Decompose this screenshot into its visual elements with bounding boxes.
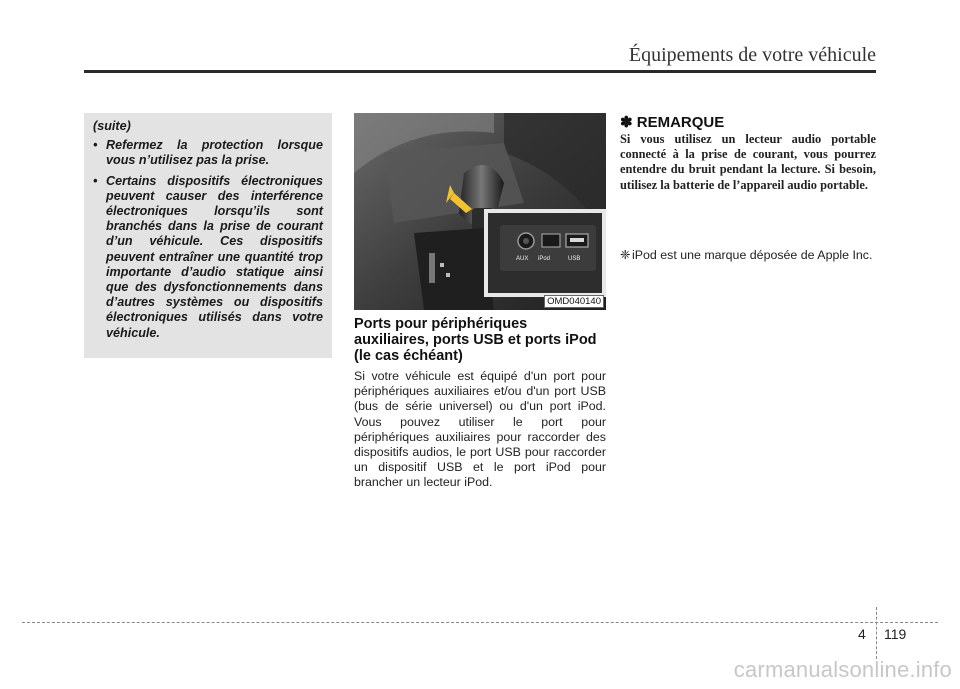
note-body: Si vous utilisez un lecteur audio portable connecté à la prise de courant, vous pourrez entendre du bruit pendant la lecture. Si besoin, utilisez la batterie de l’appareil audio portable. (620, 132, 876, 192)
note-marker-icon: ❈ (620, 248, 631, 262)
bullet-icon: • (93, 138, 98, 153)
port-label-ipod: iPod (538, 256, 551, 262)
note-heading: ✽ REMARQUE (620, 114, 725, 131)
section-title: Équipements de votre véhicule (628, 44, 876, 66)
note-item-text: iPod est une marque déposée de Apple Inc. (632, 248, 873, 262)
watermark: carmanualsonline.info (733, 657, 952, 682)
chapter-number: 4 (858, 626, 866, 642)
warning-text: Certains dispositifs électroniques peuvent causer des interférence électroniques lorsqu’ils sont branchés dans la prise de courant d’un véhicule. Ces dispositifs peuvent entraîner une quantité trop importante d’audio statique ainsi que des dysfonctionnements dans d’autres systèmes ou dispositifs électroniques utilisés dans votre véhicule. (106, 173, 323, 340)
warning-text: Refermez la protection lorsque vous n’utilisez pas la prise. (106, 138, 323, 168)
figure-code: OMD040140 (544, 295, 604, 308)
header-rule (84, 70, 876, 73)
console-illustration (354, 113, 606, 310)
section-body: Si votre véhicule est équipé d'un port pour périphériques auxiliaires et/ou d'un port USB (bus de série universel) ou d'un port iPod. Vous pouvez utiliser le port pour périphériques auxiliaires pour raccorder des dispositifs audios, le port USB pour raccorder un dispositif USB et le port iPod pour brancher un lecteur iPod. (354, 369, 606, 490)
warning-item (93, 174, 323, 341)
page-number: 119 (884, 626, 907, 642)
footer-rule (22, 622, 938, 623)
warning-item (93, 138, 323, 168)
note-item (620, 248, 876, 263)
section-heading: Ports pour périphériques auxiliaires, ports USB et ports iPod (le cas échéant) (354, 316, 597, 364)
port-label-aux: AUX (516, 256, 529, 262)
console-photo (354, 113, 606, 310)
port-label-usb: USB (568, 256, 581, 262)
continued-label: (suite) (93, 119, 131, 133)
footer-divider (876, 607, 877, 659)
warning-box (84, 113, 332, 358)
bullet-icon: • (93, 173, 98, 188)
warning-list (93, 138, 323, 341)
